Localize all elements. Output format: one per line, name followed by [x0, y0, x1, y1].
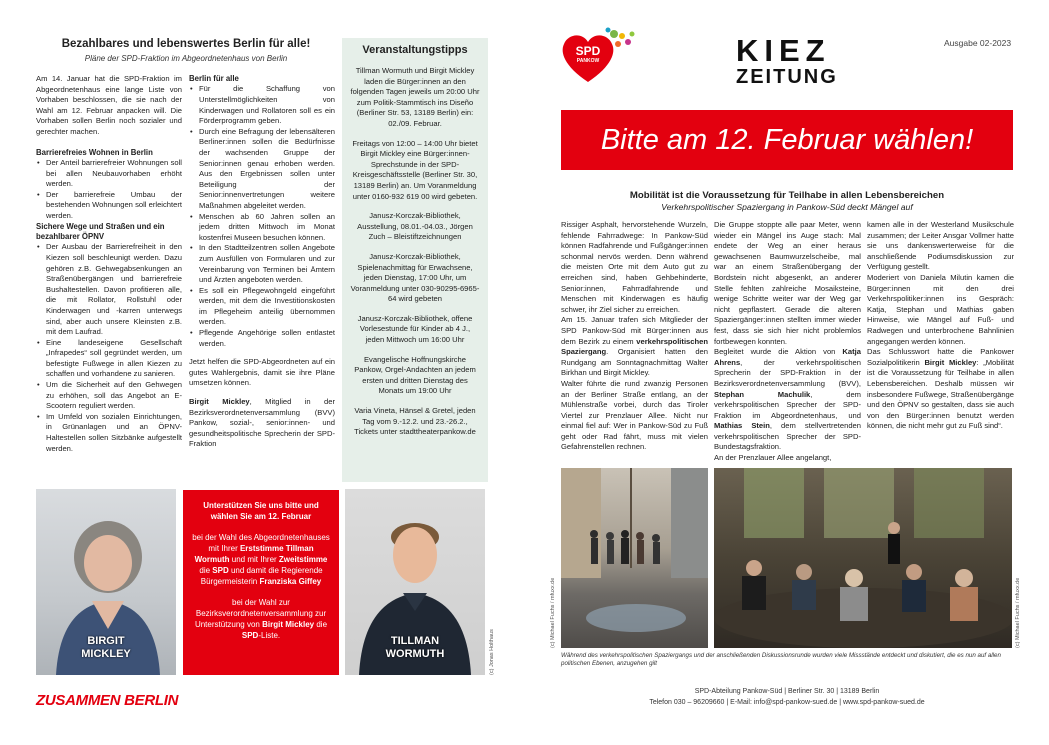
left-column-1 — [36, 74, 182, 454]
vote-box-title: Unterstützen Sie uns bitte und wählen Sie am 12. Februar — [203, 501, 319, 521]
article-paragraph: Die Gruppe stoppte alle paar Meter, wenn wieder ein Mängel ins Auge stach: Mal endete der Weg an einer heraus gewachsenen Baumwurzelscheibe, mal war an einem Straßenübergang der Bordstein nicht abgesenkt, an anderer Stelle fehlten zahlreiche Mosaiksteine, wenige Schritte weiter war der Weg gar nicht gepflastert. Gerade die alteren Spaziergänger:innen stellten immer wieder fest, dass sie sich hier nicht problemlos fortbewegen konnten. — [714, 220, 861, 346]
text: : „Mobilität ist die Voraussetzung für Teilhabe in allen Lebensbereichen. Deshalb müssen wir insbesondere Fußwege, Straßenübergänge und den ÖPNV so gestalten, dass sie auch von den Bürger:innen benutzt werden können, die nicht mehr gut zu Fuß sind“. — [867, 357, 1015, 431]
article-column-3 — [867, 220, 1014, 432]
text: , der verkehrspolitischen Sprecherin der SPD-Fraktion in der Bezirksverordnetenversammlung (BVV), — [714, 357, 861, 388]
footer-contact: Telefon 030 – 96209660 | E-Mail: info@spd-pankow-sued.de | www.spd-pankow-sued.de — [649, 699, 925, 706]
main-subtitle: Pläne der SPD-Fraktion im Abgeordnetenhaus von Berlin — [84, 54, 288, 63]
text-bold: Mathias Stein — [714, 421, 770, 431]
list-wege — [36, 242, 182, 454]
article-subtitle: Verkehrspolitischer Spaziergang in Pankow-Süd deckt Mängel auf — [661, 202, 913, 212]
list-item: • Menschen ab 60 Jahren sollen an jedem dritten Mittwoch im Monat kostenfrei Museen besuchen können. — [189, 212, 335, 244]
issue-number: Ausgabe 02-2023 — [944, 38, 1012, 48]
vote-box-text-1 — [191, 532, 331, 587]
right-page — [524, 0, 1049, 745]
text-bold: SPD — [212, 566, 229, 575]
article-paragraph: Moderiert von Daniela Milutin kamen die Bürger:innen mit den drei Verkehrspolitiker:innen ins Gespräch: Katja, Stephan und Mathias gaben Hinweise, wie Mängel auf Fuß- und Radwegen und unterbrochene Bahnlinien angegangen werden können. — [867, 272, 1014, 346]
discussion-scene-illustration — [714, 468, 1012, 648]
heading-berlin-fuer-alle: Berlin für alle — [189, 74, 239, 83]
list-item: • Durch eine Befragung der lebensälteren Berliner:innen sollen die Bedürfnisse der wachsenden Gruppe der Senior:innen genau erhoben werden. Aus den Ergebnissen sollen unter Beteiligung der Senior:innenvertretungen weitere Maßnahmen abgeleitet werden. — [189, 127, 335, 212]
heading-wege: Sichere Wege und Straßen und ein bezahlbarer ÖPNV — [36, 221, 165, 241]
masthead — [736, 33, 838, 88]
bio-description: , Mitglied in der Bezirksverordnetenversammlung (BVV) Pankow, sozial-, senior:innen- und gesundheitspolitische Sprecherin der SPD-Fraktion — [189, 397, 335, 449]
list-barrierefrei — [36, 158, 182, 222]
article-paragraph: An der Prenzlauer Allee angelangt, — [714, 453, 832, 463]
list-item: • Der barrierefreie Umbau der bestehenden Wohnungen soll erleichtert werden. — [36, 190, 182, 222]
candidate-last-name: MICKLEY — [81, 648, 131, 660]
main-title: Bezahlbares und lebenswertes Berlin für alle! — [61, 38, 311, 50]
heading-barrierefrei: Barrierefreies Wohnen in Berlin — [36, 147, 153, 157]
text-bold: Birgit Mickley — [262, 620, 315, 629]
masthead-line-2: ZEITUNG — [736, 66, 838, 88]
photo-credit: (c) Michael Fuchs / mfuxx.de — [1015, 577, 1021, 648]
bio-name: Birgit Mickley — [189, 397, 250, 407]
text: , dem verkehrspolitischen Sprecher der SPD-Fraktion im Abgeordnetenhaus, und — [714, 389, 861, 420]
masthead-line-1: KIEZ — [736, 33, 831, 68]
text: die — [199, 566, 213, 575]
photo-caption: Während des verkehrspolitischen Spaziergangs und der anschließenden Diskussionsrunde wurden viele Missstände entdeckt und diskutiert, die es nun auf allen politischen Ebenen, anzugehen gilt — [561, 652, 1001, 668]
article-paragraph: kamen alle in der Westerland Musikschule zusammen; der Leiter Ansgar Vollmer hatte sie uns dankenswerterweise für die anschließende Podiumsdiskussion zur Verfügung gestellt. — [867, 220, 1014, 272]
text: bei der Wahl zur Bezirksverordnetenversammlung zur Unterstützung von — [194, 598, 327, 629]
events-title: Veranstaltungstipps — [362, 44, 468, 56]
logo-subtext: PANKOW — [576, 58, 600, 64]
bio-text — [189, 397, 335, 450]
list-item: • Um die Sicherheit auf den Gehwegen zu erhöhen, soll das Angebot an E-Scootern reguliert werden. — [36, 380, 182, 412]
candidate-last-name: WORMUTH — [385, 648, 445, 660]
photo-discussion — [714, 468, 1012, 648]
headline-text: Bitte am 12. Februar wählen! — [600, 123, 974, 156]
candidate-first-name: BIRGIT — [87, 635, 125, 647]
list-item: • Eine landeseigene Gesellschaft „Infrapedes“ soll gegründet werden, um befestigte Fußwege in allen Kiezen zu schaffen und vorhandene zu sanieren. — [36, 338, 182, 380]
photo-street-walk — [561, 468, 708, 648]
text-bold: Erststimme Tillman Wormuth — [194, 544, 314, 564]
text: Am 15. Januar trafen sich Mitglieder der SPD Pankow-Süd mit Bürger:innen aus dem Bezirk zu einem — [561, 315, 708, 346]
event-item: Evangelische Hoffnungskirche Pankow, Orgel-Andachten an jedem ersten und dritten Dienstag des Monats um 19:00 Uhr — [354, 354, 476, 396]
photo-credit: (c) Jonas Holthaus — [489, 629, 495, 675]
text: und mit Ihrer — [229, 555, 279, 564]
list-berlin-fuer-alle — [189, 84, 335, 349]
candidate-name-left — [36, 635, 176, 661]
text: Begleitet wurde die Aktion von — [714, 347, 843, 357]
vote-box-text-2 — [191, 597, 331, 641]
text: Das Schlusswort hatte die Pankower Sozialpolitikerin — [867, 347, 1014, 367]
article-paragraph — [867, 347, 1014, 432]
article-column-1 — [561, 220, 708, 453]
candidate-first-name: TILLMAN — [390, 635, 440, 647]
text-bold: verkehrspolitischen Spaziergang — [561, 336, 708, 357]
text: bei der Wahl des Abgeordnetenhauses mit Ihrer — [192, 533, 330, 553]
event-item: Janusz-Korczak-Bibliothek, Spielenachmittag für Erwachsene, jeden Dienstag, 17:00 Uhr, um Voranmeldung unter 030-90295-6965-64 wird gebeten — [350, 251, 480, 304]
article-column-2 — [714, 220, 861, 464]
article-paragraph — [561, 315, 708, 379]
left-page — [0, 0, 520, 745]
text-bold: Franziska Giffey — [259, 577, 322, 586]
vote-box — [183, 490, 339, 675]
photo-tillman-wormuth — [345, 489, 485, 675]
event-item: Tillman Wormuth und Birgit Mickley laden die Bürger:innen an den folgenden Tagen jeweils um 20:00 Uhr zum Politik-Stammtisch ins Diseño (Berliner Str. 53, 13189 Berlin) ein: 02./09. Februar. — [350, 66, 480, 128]
event-item: Janusz-Korczak-Bibliothek, Ausstellung, 08.01.-04.03., Jörgen Zuch – Bleistiftzeichnungen — [357, 211, 473, 242]
text: . Organisiert hatten den Rundgang am Sonntagnachmittag Walter Birkhan und Birgit Mickley. — [561, 347, 708, 378]
list-item: • Es soll ein Pflegewohngeld eingeführt werden, mit dem die Investitionskosten im Pflegeheim anteilig übernommen werden. — [189, 286, 335, 328]
spd-pankow-logo — [560, 24, 640, 88]
intro-text: Am 14. Januar hat die SPD-Fraktion im Abgeordnetenhaus eine lange Liste von Vorhaben beschlossen, die sie nach der Wahl am 12. Februar anpacken will. Die Vorhaben sollen Berlin noch sozialer und gerechter machen. — [36, 74, 182, 136]
text: die — [314, 620, 328, 629]
event-item: Freitags von 12:00 – 14:00 Uhr bietet Birgit Mickley eine Bürger:innen-Sprechstunde in der SPD-Kreisgeschäftsstelle (Berliner Str. 30, 13189 Berlin) an. Um Voranmeldung unter 0160-932 619 00 wird gebeten. — [352, 138, 478, 201]
article-paragraph — [714, 347, 861, 453]
list-item: • Für die Schaffung von Unterstellmöglichkeiten von Kinderwagen und Rollatoren soll es ein Förderprogramm geben. — [189, 84, 335, 126]
text-bold: Zweitstimme — [278, 555, 328, 564]
text-bold: Birgit Mickley — [924, 357, 977, 367]
text-bold: Katja Ahrens — [714, 347, 861, 367]
event-item: Varia Vineta, Hänsel & Gretel, jeden Tag vom 9.-12.2. und 23.-26.2., Tickets unter stadttheaterpankow.de — [354, 406, 476, 437]
outro-text: Jetzt helfen die SPD-Abgeordneten auf ein gutes Wahlergebnis, damit sie ihre Pläne umsetzen können. — [189, 357, 335, 388]
footer-address: SPD-Abteilung Pankow-Süd | Berliner Str. 30 | 13189 Berlin — [694, 688, 880, 695]
list-item: • Im Umfeld von sozialen Einrichtungen, in Grünanlagen und an ÖPNV-Haltestellen sollen Sitzbänke aufgestellt werden. — [36, 412, 182, 454]
photo-credit: (c) Michael Fuchs / mfuxx.de — [550, 577, 556, 648]
list-item: • In den Stadtteilzentren sollen Angebote zum Ausfüllen von Formularen und zur Vereinbarung von Terminen bei Ämtern und Ärzten angeboten werden. — [189, 243, 335, 285]
left-column-2 — [189, 74, 335, 450]
text: und damit die Regierende Bürgermeisterin — [200, 566, 323, 586]
logo-text: SPD — [575, 44, 601, 58]
candidate-name-right — [345, 635, 485, 661]
list-item: • Pflegende Angehörige sollen entlastet werden. — [189, 328, 335, 349]
article-paragraph: Rissiger Asphalt, hervorstehende Wurzeln, fehlende Fahrradwege: In Pankow-Süd können Radfahrende und Fußgänger:innen schonmal nervös werden. Denn während die meisten Orte mit dem Auto gut zu erreichen sind, haben Gehbehinderte, Senior:innen, Fahrradfahrende und Menschen mit Kinderwagen es häufig schwer, ihr Ziel sicher zu erreichen. — [561, 220, 708, 314]
headline-banner — [561, 110, 1013, 170]
list-item: • Der Anteil barrierefreier Wohnungen soll bei allen Neubauvorhaben erhöht werden. — [36, 158, 182, 190]
footer-logo-zusammen-berlin: ZUSAMMEN BERLIN — [36, 692, 179, 709]
text-bold: SPD — [241, 631, 259, 640]
photo-birgit-mickley — [36, 489, 176, 675]
events-box — [342, 38, 488, 482]
list-item: • Der Ausbau der Barrierefreiheit in den Kiezen soll beschleunigt werden. Dazu gehören z.B. Gehwegabsenkungen an Straßenübergängen und barrierefreie Bushaltestellen. Davon profitieren alle, die mit Rollator, Rollstuhl oder Kinderwagen und -karren unterwegs sind, aber auch unsere Kleinsten z.B. mit dem Laufrad. — [36, 242, 182, 337]
text-bold: Stephan Machulik — [714, 389, 811, 399]
event-item: Janusz-Korczak-Bibliothek, offene Vorlesestunde für Kinder ab 4 J., jeden Mittwoch um 16:00 Uhr — [357, 313, 473, 345]
article-paragraph: Walter führte die rund zwanzig Personen an der Berliner Straße entlang, an der Mühlenstraße vorbei, durch das Tiroler Viertel zur Prenzlauer Allee. Nicht nur einmal fiel auf: Wer in Pankow-Süd zu Fuß geht oder Rad fährt, muss mit vielen Gefahrenstellen rechnen. — [561, 378, 708, 452]
street-scene-illustration — [561, 468, 708, 648]
text: -Liste. — [258, 631, 281, 640]
article-title: Mobilität ist die Voraussetzung für Teilhabe in allen Lebensbereichen — [629, 190, 945, 201]
text: , dem stellvertretenden verkehrspolitischen Sprecher der SPD-Bundestagsfraktion. — [714, 421, 861, 452]
